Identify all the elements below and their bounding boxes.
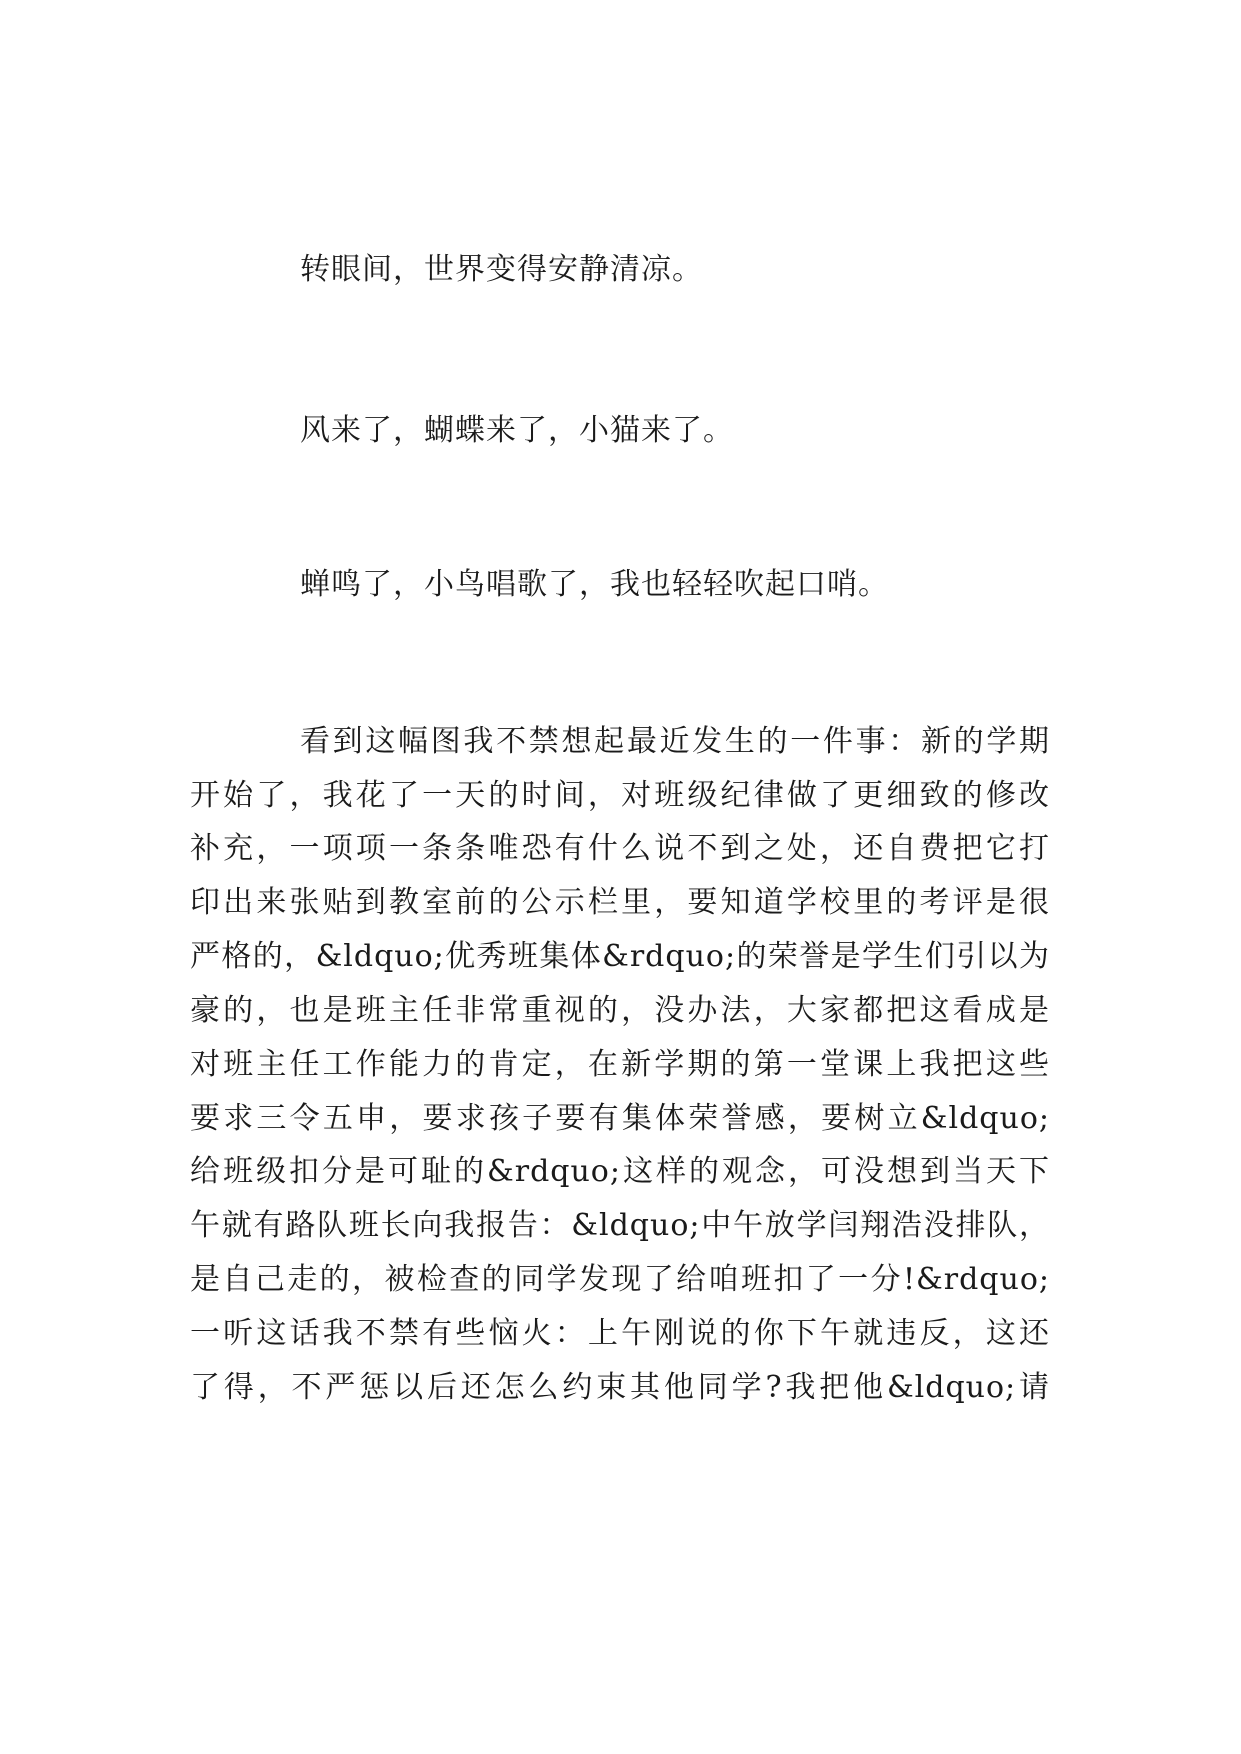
paragraph-line: 给班级扣分是可耻的&rdquo;这样的观念，可没想到当天下 bbox=[190, 1154, 1050, 1189]
paragraph-line: 了得，不严惩以后还怎么约束其他同学?我把他&ldquo;请 bbox=[190, 1370, 1050, 1405]
text-line: 风来了，蝴蝶来了，小猫来了。 bbox=[300, 413, 734, 448]
paragraph-line: 看到这幅图我不禁想起最近发生的一件事：新的学期 bbox=[300, 724, 1050, 759]
paragraph-line: 一听这话我不禁有些恼火：上午刚说的你下午就违反，这还 bbox=[190, 1316, 1050, 1351]
paragraph-line: 午就有路队班长向我报告：&ldquo;中午放学闫翔浩没排队， bbox=[190, 1208, 1050, 1243]
paragraph-line: 对班主任工作能力的肯定，在新学期的第一堂课上我把这些 bbox=[190, 1047, 1050, 1082]
paragraph-line: 豪的，也是班主任非常重视的，没办法，大家都把这看成是 bbox=[190, 993, 1050, 1028]
paragraph-line: 补充，一项项一条条唯恐有什么说不到之处，还自费把它打 bbox=[190, 831, 1050, 866]
paragraph-line: 要求三令五申，要求孩子要有集体荣誉感，要树立&ldquo; bbox=[190, 1101, 1050, 1136]
text-line: 蝉鸣了，小鸟唱歌了，我也轻轻吹起口哨。 bbox=[300, 567, 889, 602]
paragraph-line: 开始了，我花了一天的时间，对班级纪律做了更细致的修改 bbox=[190, 778, 1050, 813]
paragraph-line: 是自己走的，被检查的同学发现了给咱班扣了一分!&rdquo; bbox=[190, 1262, 1050, 1297]
paragraph-line: 印出来张贴到教室前的公示栏里，要知道学校里的考评是很 bbox=[190, 885, 1050, 920]
paragraph-line: 严格的，&ldquo;优秀班集体&rdquo;的荣誉是学生们引以为 bbox=[190, 939, 1050, 974]
text-line: 转眼间，世界变得安静清凉。 bbox=[300, 252, 703, 287]
